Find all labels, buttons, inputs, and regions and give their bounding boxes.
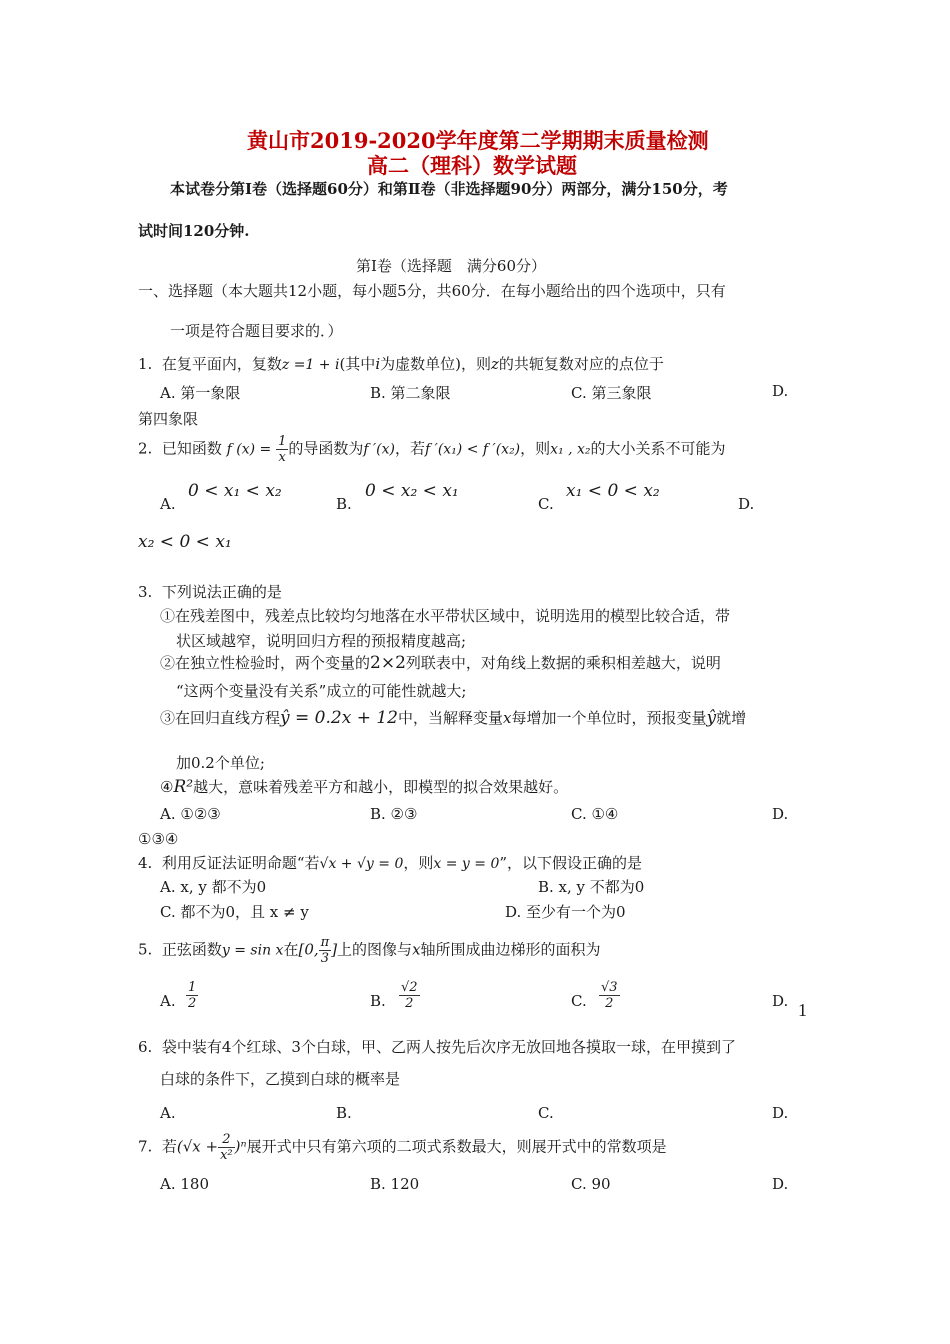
q5-x: x bbox=[412, 940, 421, 959]
q5-a-num: 1 bbox=[188, 980, 197, 995]
q7-frac-num: 2 bbox=[218, 1132, 235, 1148]
q6-option-b: B. bbox=[336, 1104, 352, 1122]
q5-option-b-fraction bbox=[399, 980, 420, 1011]
q5-mid: 在 bbox=[283, 940, 299, 959]
q3-s3-mid2: 每增加一个单位时，预报变量 bbox=[511, 709, 707, 727]
part1-heading: 第Ⅰ卷（选择题 满分60分） bbox=[356, 257, 547, 275]
q6-line-2: 白球的条件下，乙摸到白球的概率是 bbox=[160, 1070, 401, 1088]
q4-option-c: C. 都不为0，且 x ≠ y bbox=[160, 903, 309, 921]
q7-expr-pre: (√x + bbox=[176, 1137, 219, 1156]
q2-frac-num: 1 bbox=[278, 434, 287, 449]
q3-s4-post: 越大，意味着残差平方和越小，即模型的拟合效果越好。 bbox=[193, 778, 569, 796]
q6-option-c: C. bbox=[538, 1104, 554, 1122]
question-3 bbox=[138, 581, 282, 602]
q2-mid3: ，则 bbox=[520, 439, 551, 458]
q3-s3-x: x bbox=[503, 709, 512, 727]
q4-option-a: A. x, y 都不为0 bbox=[160, 878, 267, 896]
q5-number: 5. bbox=[138, 940, 153, 959]
q2-option-b-expr: 0 < x₂ < x₁ bbox=[365, 481, 459, 501]
q3-statement-4 bbox=[160, 776, 568, 797]
question-2 bbox=[138, 434, 726, 465]
q3-s3-end: 就增 bbox=[716, 709, 747, 727]
q2-option-d-expr: x₂ < 0 < x₁ bbox=[138, 532, 232, 552]
section-instructions-2: 一项是符合题目要求的．） bbox=[170, 322, 343, 340]
q7-expr-post: )ⁿ bbox=[234, 1137, 247, 1156]
q3-option-d-text: ①③④ bbox=[138, 830, 179, 848]
q4-number: 4. bbox=[138, 854, 153, 872]
q3-statement-2-line-2: “这两个变量没有关系”成立的可能性就越大; bbox=[176, 682, 467, 700]
q1-option-d-text: 第四象限 bbox=[138, 410, 199, 428]
q6-line-1: 袋中装有4个红球、3个白球，甲、乙两人按先后次序无放回地各摸取一球，在甲摸到了 bbox=[161, 1038, 736, 1056]
q7-pre: 若 bbox=[161, 1137, 177, 1156]
q3-s3-pre: ③在回归直线方程 bbox=[160, 709, 281, 727]
q5-b-den: 2 bbox=[405, 996, 414, 1011]
q5-option-c-fraction bbox=[599, 980, 620, 1011]
q5-fraction bbox=[319, 935, 332, 966]
q5-frac-num: π bbox=[320, 935, 330, 950]
q2-option-a-expr: 0 < x₁ < x₂ bbox=[188, 481, 282, 501]
question-7 bbox=[138, 1132, 667, 1163]
page-number: 1 bbox=[798, 1000, 807, 1020]
section-instructions-1: 一、选择题（本大题共12小题，每小题5分，共60分．在每小题给出的四个选项中，只有 bbox=[138, 282, 726, 300]
q3-s2-post: 列联表中，对角线上数据的乘积相差越大，说明 bbox=[405, 654, 721, 672]
q3-s3-y: ŷ bbox=[706, 708, 717, 728]
q5-option-a-fraction bbox=[186, 980, 198, 1011]
q2-option-c: C. bbox=[538, 495, 554, 513]
q5-pre: 正弦函数 bbox=[161, 940, 222, 959]
q3-number: 3. bbox=[138, 583, 153, 601]
q6-number: 6. bbox=[138, 1038, 153, 1056]
q3-s4-pre: ④ bbox=[160, 778, 174, 796]
q4-option-d: D. 至少有一个为0 bbox=[505, 903, 626, 921]
q4-pre: 利用反证法证明命题“若 bbox=[161, 854, 320, 872]
question-5 bbox=[138, 935, 601, 966]
q7-option-a: A. 180 bbox=[160, 1175, 209, 1193]
q4-expr: √x + √y = 0 bbox=[319, 856, 404, 872]
q5-b-num: √2 bbox=[401, 980, 418, 995]
q5-expr: y = sin x bbox=[221, 942, 284, 959]
q5-c-num: √3 bbox=[601, 980, 618, 995]
q6-option-d: D. bbox=[772, 1104, 789, 1122]
q1-pre: 在复平面内，复数 bbox=[161, 355, 282, 373]
q1-i: i bbox=[375, 355, 381, 373]
q7-option-b: B. 120 bbox=[370, 1175, 420, 1193]
q2-vars: x₁ , x₂ bbox=[550, 441, 591, 458]
q5-option-b: B. bbox=[370, 992, 386, 1010]
q3-option-a: A. ①②③ bbox=[160, 805, 221, 823]
q3-option-d: D. bbox=[772, 805, 789, 823]
question-6 bbox=[138, 1036, 736, 1057]
q1-end: 的共轭复数对应的点位于 bbox=[498, 355, 664, 373]
q3-stem: 下列说法正确的是 bbox=[161, 583, 282, 601]
q7-fraction bbox=[218, 1132, 235, 1163]
q4-option-b: B. x, y 不都为0 bbox=[538, 878, 645, 896]
q5-end: 轴所围成曲边梯形的面积为 bbox=[420, 940, 601, 959]
q5-frac-den: 3 bbox=[320, 951, 330, 966]
q3-s4-expr: R² bbox=[173, 777, 194, 797]
q2-fraction bbox=[276, 434, 288, 465]
q2-ineq: f ′(x₁) < f ′(x₂) bbox=[425, 441, 521, 458]
q2-number: 2. bbox=[138, 439, 153, 458]
q1-z: z bbox=[490, 355, 499, 373]
q1-post: 为虚数单位)，则 bbox=[380, 355, 491, 373]
q5-option-d: D. bbox=[772, 992, 789, 1010]
q5-option-c: C. bbox=[571, 992, 587, 1010]
q5-a-den: 2 bbox=[188, 996, 197, 1011]
q1-option-d: D. bbox=[772, 382, 789, 400]
q1-option-c: C. 第三象限 bbox=[571, 384, 652, 402]
q7-number: 7. bbox=[138, 1137, 153, 1156]
q2-option-a: A. bbox=[160, 495, 176, 513]
exam-title: 黄山市2019-2020学年度第二学期期末质量检测 bbox=[247, 128, 709, 153]
q3-s3-expr: ŷ = 0.2x + 12 bbox=[280, 708, 398, 728]
q3-s2-expr: 2×2 bbox=[370, 653, 406, 673]
q2-end: 的大小关系不可能为 bbox=[590, 439, 726, 458]
q7-option-d: D. bbox=[772, 1175, 789, 1193]
q3-s3-mid: 中，当解释变量 bbox=[397, 709, 503, 727]
q5-option-a: A. bbox=[160, 992, 176, 1010]
q3-statement-2-line-1 bbox=[160, 652, 721, 673]
q1-expr: z =1 + i bbox=[281, 357, 340, 373]
q3-option-c: C. ①④ bbox=[571, 805, 619, 823]
q2-mid1: 的导函数为 bbox=[288, 439, 364, 458]
intro-line-2: 试时间120分钟. bbox=[138, 222, 250, 240]
q5-interval-post: ] bbox=[331, 940, 338, 959]
q5-interval-pre: [0, bbox=[298, 940, 319, 959]
question-1 bbox=[138, 353, 664, 374]
q2-fpx: f ′(x) bbox=[363, 441, 396, 458]
q4-end: ”，以下假设正确的是 bbox=[499, 854, 643, 872]
q3-statement-1-line-1: ①在残差图中，残差点比较均匀地落在水平带状区域中，说明选用的模型比较合适，带 bbox=[160, 607, 731, 625]
intro-line-1: 本试卷分第Ⅰ卷（选择题60分）和第Ⅱ卷（非选择题90分）两部分，满分150分，考 bbox=[170, 180, 728, 198]
q2-fx: f (x) = bbox=[226, 441, 272, 458]
q5-c-den: 2 bbox=[605, 996, 614, 1011]
q2-option-b: B. bbox=[336, 495, 352, 513]
q1-number: 1. bbox=[138, 355, 153, 373]
q2-option-c-expr: x₁ < 0 < x₂ bbox=[566, 481, 660, 501]
q3-statement-3-line-2: 加0.2个单位; bbox=[176, 754, 265, 772]
q7-frac-den: x² bbox=[220, 1148, 233, 1163]
q3-option-b: B. ②③ bbox=[370, 805, 418, 823]
q6-option-a: A. bbox=[160, 1104, 176, 1122]
q2-frac-den: x bbox=[278, 450, 286, 465]
exam-subtitle: 高二（理科）数学试题 bbox=[367, 153, 577, 178]
q1-mid: (其中 bbox=[339, 355, 376, 373]
q5-mid2: 上的图像与 bbox=[337, 940, 413, 959]
q2-pre: 已知函数 bbox=[161, 439, 222, 458]
q1-option-a: A. 第一象限 bbox=[160, 384, 241, 402]
q7-end: 展开式中只有第六项的二项式系数最大，则展开式中的常数项是 bbox=[246, 1137, 667, 1156]
q3-statement-3-line-1 bbox=[160, 707, 746, 728]
q4-expr2: x = y = 0 bbox=[433, 856, 500, 872]
q2-option-d: D. bbox=[738, 495, 755, 513]
question-4 bbox=[138, 852, 642, 873]
q1-option-b: B. 第二象限 bbox=[370, 384, 451, 402]
q4-mid: ，则 bbox=[403, 854, 434, 872]
q2-mid2: ，若 bbox=[395, 439, 426, 458]
q7-option-c: C. 90 bbox=[571, 1175, 611, 1193]
q3-s2-pre: ②在独立性检验时，两个变量的 bbox=[160, 654, 371, 672]
q3-statement-1-line-2: 状区域越窄，说明回归方程的预报精度越高; bbox=[176, 632, 467, 650]
